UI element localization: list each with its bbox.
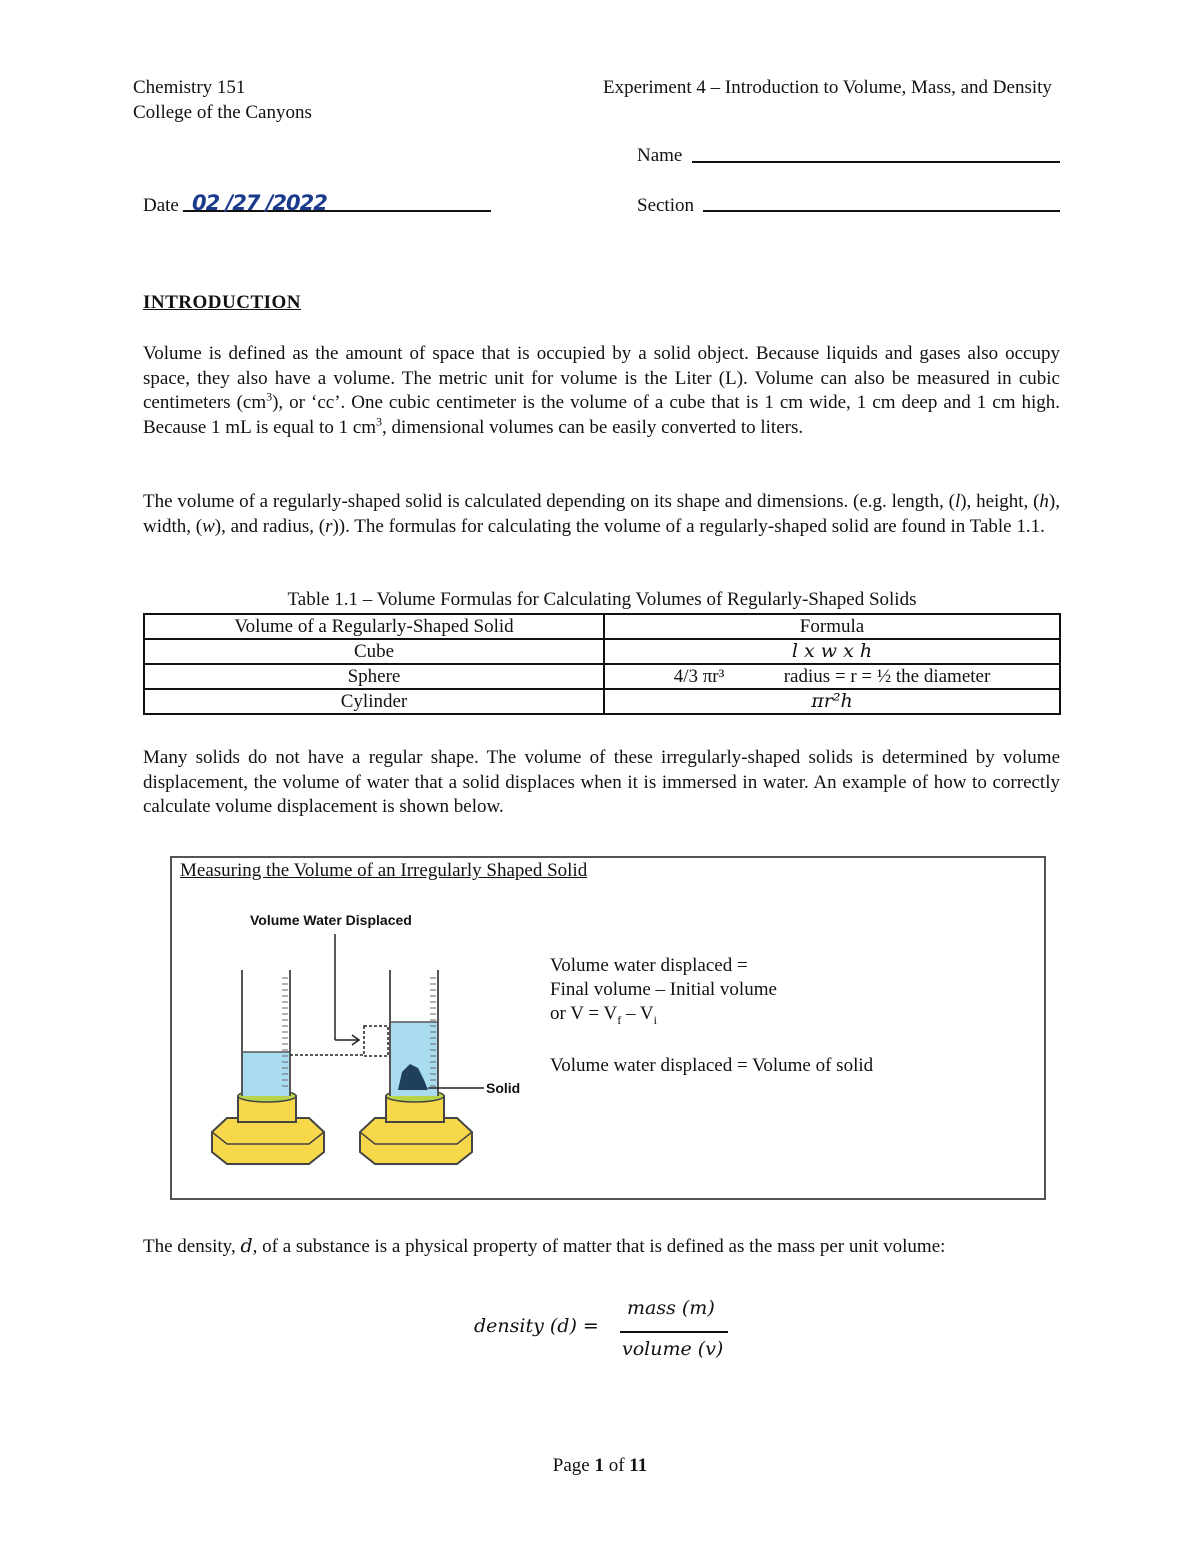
sphere-formula: 4/3 πr³ xyxy=(673,666,725,687)
label-volume-displaced: Volume Water Displaced xyxy=(250,912,412,928)
course-name: Chemistry 151 xyxy=(133,77,246,98)
table-caption: Table 1.1 – Volume Formulas for Calculating Volumes of Regularly-Shaped Solids xyxy=(287,589,917,610)
figure-text-3: or $V = V_f - V_i$ xyxy=(550,1003,657,1027)
table-header-row xyxy=(144,614,1060,639)
table-header-solid: Volume of a Regularly-Shaped Solid xyxy=(144,614,604,639)
displacement-figure xyxy=(170,856,1046,1200)
section-label: Section xyxy=(637,195,694,216)
density-denominator: volume (v) xyxy=(622,1338,724,1360)
experiment-title: Experiment 4 – Introduction to Volume, Mass, and Density xyxy=(603,77,1052,98)
table-cell-solid: Sphere xyxy=(144,664,604,689)
date-value: 02 /27 /2022 xyxy=(192,191,327,215)
page-number: Page 1 of 11 xyxy=(552,1455,648,1476)
label-solid: Solid xyxy=(486,1080,521,1096)
table-cell-formula: l x w x h xyxy=(604,639,1060,664)
intro-paragraph-2: The volume of a regularly-shaped solid is calculated depending on its shape and dimensions. (e.g. length, (l), height, (h), width, (w), and radius, (r)). The formulas for calculating the volume of a regularly-shaped solid are found in Table 1.1. xyxy=(143,491,1060,537)
table-cell-formula: πr²h xyxy=(604,689,1060,714)
fraction-bar xyxy=(620,1331,728,1333)
table-header-formula: Formula xyxy=(604,614,1060,639)
figure-title: Measuring the Volume of an Irregularly Shaped Solid xyxy=(180,860,588,881)
figure-text-4: Volume water displaced = Volume of solid xyxy=(550,1054,874,1076)
table-row xyxy=(144,639,1060,664)
figure-explanation xyxy=(550,954,873,1078)
volume-formula-table xyxy=(143,613,1061,715)
name-label: Name xyxy=(637,145,683,166)
name-field[interactable] xyxy=(692,161,1060,163)
intro-heading: INTRODUCTION xyxy=(143,292,302,313)
intro-paragraph-3: Many solids do not have a regular shape. The volume of these irregularly-shaped solids is determined by volume displacement, the volume of water that a solid displaces when it is immersed in water. An example of how to correctly calculate volume displacement is shown below. xyxy=(143,747,1060,818)
displacement-arrow xyxy=(290,934,388,1056)
table-row xyxy=(144,689,1060,714)
section-field[interactable] xyxy=(703,210,1060,212)
table-cell-formula xyxy=(604,664,1060,689)
table-cell-solid: Cylinder xyxy=(144,689,604,714)
density-lhs: density (d) = xyxy=(474,1315,599,1337)
density-paragraph: The density, d, of a substance is a physical property of matter that is defined as the mass per unit volume: xyxy=(143,1235,946,1257)
density-numerator: mass (m) xyxy=(627,1297,715,1319)
table-row xyxy=(144,664,1060,689)
intro-paragraph-1: Volume is defined as the amount of space that is occupied by a solid object. Because liquids and gases also occupy space, they also have a volume. The metric unit for volume is the Liter (L). Volume can also be measured in cubic centimeters $(cm^3)$, or ‘cc’. One cubic centimeter is the volume of a cube that is 1 cm wide, 1 cm deep and 1 cm high. Because 1 mL is equal to 1 $cm^3$, dimensional volumes can be easily converted to liters. xyxy=(143,343,1060,438)
college-name: College of the Canyons xyxy=(133,102,312,123)
figure-text-2: Final volume – Initial volume xyxy=(550,979,777,1000)
graduated-cylinder-initial xyxy=(212,970,324,1164)
sphere-radius-note: radius = r = ½ the diameter xyxy=(783,666,991,687)
graduated-cylinder-final xyxy=(360,970,484,1164)
figure-text-1: Volume water displaced = xyxy=(550,955,748,976)
table-cell-solid: Cube xyxy=(144,639,604,664)
date-label: Date xyxy=(143,195,179,216)
